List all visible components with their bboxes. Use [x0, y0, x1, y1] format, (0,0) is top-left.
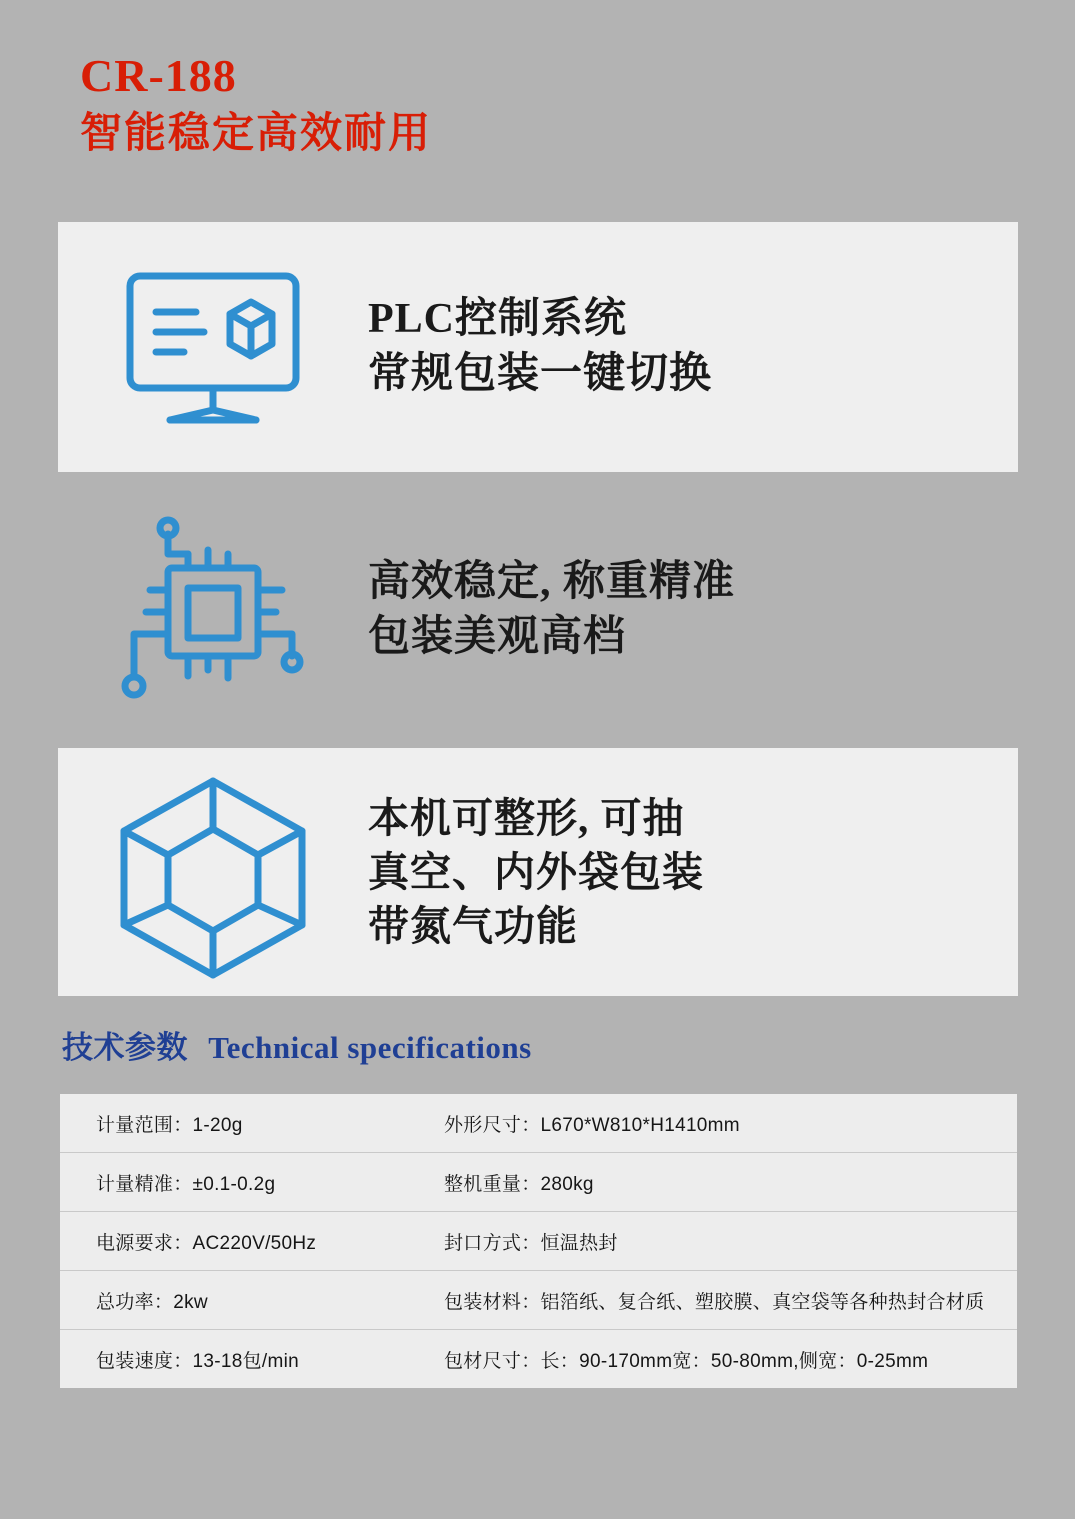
feature-line: 包装美观高档: [368, 614, 627, 660]
feature-list: [58, 222, 1018, 1009]
table-row: [60, 1094, 1017, 1153]
page-subtitle: 智能稳定高效耐用: [80, 111, 433, 158]
feature-line: 常规包装一键切换: [368, 351, 713, 397]
microchip-icon: [58, 510, 368, 710]
feature-line: 本机可整形, 可抽: [368, 794, 685, 841]
table-row: [60, 1153, 1017, 1212]
feature-item-stability: [58, 485, 1018, 735]
specs-heading-cn: 技术参数: [62, 1030, 188, 1065]
feature-item-vacuum: [58, 748, 1018, 996]
page-header: [80, 52, 432, 156]
spec-cell-left: 包装速度：13-18包/min: [96, 1350, 299, 1372]
feature-line: PLC控制系统: [368, 295, 628, 342]
table-row: [60, 1212, 1017, 1271]
table-row: [60, 1330, 1017, 1389]
specs-heading: [62, 1022, 532, 1067]
feature-text-stability: [368, 555, 735, 666]
feature-text-plc: [368, 292, 712, 403]
spec-cell-left: 总功率：2kw: [60, 1271, 414, 1330]
spec-cell-right: 包装材料：铝箔纸、复合纸、塑胶膜、真空袋等各种热封合材质: [414, 1271, 1017, 1330]
page-title: CR-188: [80, 50, 237, 101]
table-row: [60, 1271, 1017, 1330]
spec-cell-left: 电源要求：AC220V/50Hz: [60, 1212, 414, 1271]
spec-cell-left: 计量范围：1-20g: [60, 1094, 414, 1153]
spec-cell-right: 包材尺寸：长：90-170mm宽：50-80mm,侧宽：0-25mm: [444, 1350, 929, 1372]
spec-cell-right: 外形尺寸：L670*W810*H1410mm: [414, 1094, 1017, 1153]
spec-cell-left: 计量精准：±0.1-0.2g: [60, 1153, 414, 1212]
specs-heading-en: Technical specifications: [208, 1030, 532, 1065]
feature-text-vacuum: [368, 791, 704, 953]
feature-line: 真空、内外袋包装: [368, 848, 704, 895]
monitor-box-icon: [58, 260, 368, 435]
spec-cell-right: 封口方式：恒温热封: [414, 1212, 1017, 1271]
feature-line: 带氮气功能: [368, 903, 578, 950]
feature-line: 高效稳定, 称重精准: [368, 558, 736, 605]
cube-icon: [58, 765, 368, 980]
spec-cell-right: 整机重量：280kg: [414, 1153, 1017, 1212]
specifications-table: [60, 1094, 1017, 1388]
feature-item-plc: [58, 222, 1018, 472]
